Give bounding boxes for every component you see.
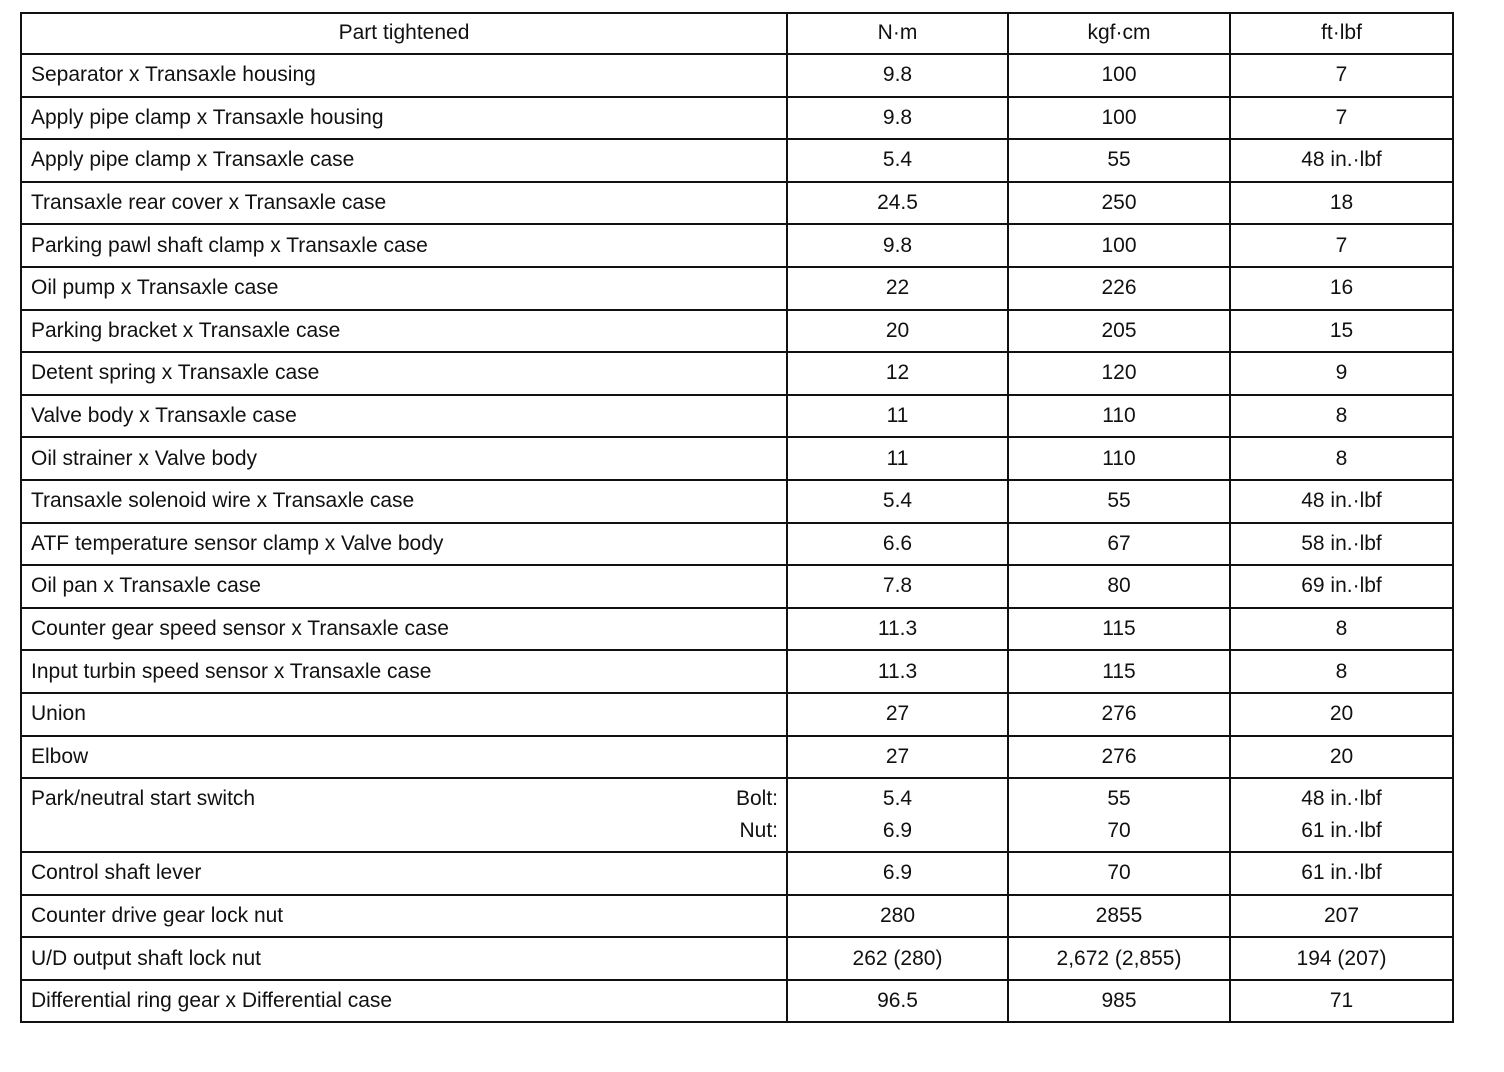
kgf-cell: 120 bbox=[1008, 352, 1230, 395]
table-row bbox=[21, 352, 1453, 395]
table-row bbox=[21, 182, 1453, 225]
table-row bbox=[21, 54, 1453, 97]
nm-cell: 11.3 bbox=[787, 608, 1008, 651]
nm-cell: 6.9 bbox=[787, 852, 1008, 895]
ft-cell: 7 bbox=[1230, 54, 1453, 97]
kgf-cell: 80 bbox=[1008, 565, 1230, 608]
bolt-nm-value: 5.4 bbox=[882, 786, 913, 810]
torque-specification-table bbox=[20, 12, 1454, 1023]
table-row bbox=[21, 310, 1453, 353]
nm-stack bbox=[788, 787, 1007, 843]
table-row bbox=[21, 895, 1453, 938]
nm-cell: 11 bbox=[787, 437, 1008, 480]
nm-cell: 12 bbox=[787, 352, 1008, 395]
ft-cell: 8 bbox=[1230, 650, 1453, 693]
ft-cell bbox=[1230, 778, 1453, 852]
ft-cell: 71 bbox=[1230, 980, 1453, 1023]
part-cell: Counter gear speed sensor x Transaxle case bbox=[21, 608, 787, 651]
nm-cell: 27 bbox=[787, 693, 1008, 736]
nut-ft-value: 61 in.·lbf bbox=[1301, 819, 1382, 843]
table-row bbox=[21, 523, 1453, 566]
part-cell: Detent spring x Transaxle case bbox=[21, 352, 787, 395]
nm-cell: 27 bbox=[787, 736, 1008, 779]
table-row bbox=[21, 937, 1453, 980]
kgf-cell: 110 bbox=[1008, 437, 1230, 480]
switch-part-label: Park/neutral start switch bbox=[31, 786, 256, 810]
part-cell: Parking pawl shaft clamp x Transaxle case bbox=[21, 224, 787, 267]
part-cell: U/D output shaft lock nut bbox=[21, 937, 787, 980]
part-split bbox=[31, 787, 786, 843]
kgf-cell: 226 bbox=[1008, 267, 1230, 310]
part-cell: Oil pump x Transaxle case bbox=[21, 267, 787, 310]
bolt-label: Bolt: bbox=[735, 786, 778, 810]
part-cell: ATF temperature sensor clamp x Valve body bbox=[21, 523, 787, 566]
ft-cell: 15 bbox=[1230, 310, 1453, 353]
nm-cell: 9.8 bbox=[787, 224, 1008, 267]
table-row bbox=[21, 224, 1453, 267]
kgf-cell: 115 bbox=[1008, 608, 1230, 651]
table-row bbox=[21, 852, 1453, 895]
ft-cell: 48 in.·lbf bbox=[1230, 139, 1453, 182]
nm-cell: 6.6 bbox=[787, 523, 1008, 566]
table-row bbox=[21, 97, 1453, 140]
ft-cell: 7 bbox=[1230, 97, 1453, 140]
part-cell bbox=[21, 778, 787, 852]
kgf-cell: 2,672 (2,855) bbox=[1008, 937, 1230, 980]
nm-cell: 7.8 bbox=[787, 565, 1008, 608]
ft-cell: 20 bbox=[1230, 693, 1453, 736]
table-row bbox=[21, 480, 1453, 523]
part-cell: Separator x Transaxle housing bbox=[21, 54, 787, 97]
header-row bbox=[21, 13, 1453, 54]
part-cell: Transaxle rear cover x Transaxle case bbox=[21, 182, 787, 225]
kgf-cell: 985 bbox=[1008, 980, 1230, 1023]
nm-cell: 22 bbox=[787, 267, 1008, 310]
kgf-cell: 276 bbox=[1008, 736, 1230, 779]
kgf-cell: 67 bbox=[1008, 523, 1230, 566]
kgf-cell: 100 bbox=[1008, 54, 1230, 97]
bolt-ft-value: 48 in.·lbf bbox=[1301, 786, 1382, 810]
nm-cell: 9.8 bbox=[787, 54, 1008, 97]
kgf-cell: 55 bbox=[1008, 480, 1230, 523]
table-row bbox=[21, 980, 1453, 1023]
part-cell: Valve body x Transaxle case bbox=[21, 395, 787, 438]
part-cell: Oil strainer x Valve body bbox=[21, 437, 787, 480]
nm-cell: 262 (280) bbox=[787, 937, 1008, 980]
part-cell: Control shaft lever bbox=[21, 852, 787, 895]
fastener-labels bbox=[736, 787, 778, 843]
ft-cell: 194 (207) bbox=[1230, 937, 1453, 980]
ft-cell: 20 bbox=[1230, 736, 1453, 779]
part-cell: Apply pipe clamp x Transaxle housing bbox=[21, 97, 787, 140]
ft-cell: 8 bbox=[1230, 608, 1453, 651]
kgf-cell: 55 bbox=[1008, 139, 1230, 182]
nm-cell: 96.5 bbox=[787, 980, 1008, 1023]
ft-cell: 61 in.·lbf bbox=[1230, 852, 1453, 895]
kgf-stack bbox=[1009, 787, 1229, 843]
part-cell: Apply pipe clamp x Transaxle case bbox=[21, 139, 787, 182]
nut-label: Nut: bbox=[739, 819, 778, 843]
part-cell: Union bbox=[21, 693, 787, 736]
nm-cell: 280 bbox=[787, 895, 1008, 938]
table-row bbox=[21, 650, 1453, 693]
table-row bbox=[21, 608, 1453, 651]
ft-stack bbox=[1231, 787, 1452, 843]
kgf-cell: 100 bbox=[1008, 224, 1230, 267]
ft-cell: 69 in.·lbf bbox=[1230, 565, 1453, 608]
table-row bbox=[21, 437, 1453, 480]
table-row bbox=[21, 139, 1453, 182]
bolt-kgf-value: 55 bbox=[1107, 786, 1131, 810]
table-row bbox=[21, 693, 1453, 736]
kgf-cell: 100 bbox=[1008, 97, 1230, 140]
nm-cell: 9.8 bbox=[787, 97, 1008, 140]
ft-cell: 207 bbox=[1230, 895, 1453, 938]
table-row bbox=[21, 395, 1453, 438]
part-cell: Transaxle solenoid wire x Transaxle case bbox=[21, 480, 787, 523]
part-cell: Differential ring gear x Differential case bbox=[21, 980, 787, 1023]
table-row bbox=[21, 736, 1453, 779]
part-cell: Elbow bbox=[21, 736, 787, 779]
part-cell: Parking bracket x Transaxle case bbox=[21, 310, 787, 353]
park-neutral-switch-row bbox=[21, 778, 1453, 852]
nut-kgf-value: 70 bbox=[1107, 819, 1131, 843]
table-row bbox=[21, 267, 1453, 310]
header-kgf-cm: kgf·cm bbox=[1008, 13, 1230, 54]
kgf-cell: 276 bbox=[1008, 693, 1230, 736]
header-newton-meter: N·m bbox=[787, 13, 1008, 54]
ft-cell: 16 bbox=[1230, 267, 1453, 310]
ft-cell: 18 bbox=[1230, 182, 1453, 225]
nm-cell: 24.5 bbox=[787, 182, 1008, 225]
header-part-tightened: Part tightened bbox=[21, 13, 787, 54]
nm-cell: 11.3 bbox=[787, 650, 1008, 693]
nm-cell bbox=[787, 778, 1008, 852]
ft-cell: 7 bbox=[1230, 224, 1453, 267]
kgf-cell: 205 bbox=[1008, 310, 1230, 353]
ft-cell: 48 in.·lbf bbox=[1230, 480, 1453, 523]
nm-cell: 20 bbox=[787, 310, 1008, 353]
part-cell: Counter drive gear lock nut bbox=[21, 895, 787, 938]
header-ft-lbf: ft·lbf bbox=[1230, 13, 1453, 54]
ft-cell: 8 bbox=[1230, 437, 1453, 480]
ft-cell: 58 in.·lbf bbox=[1230, 523, 1453, 566]
nm-cell: 5.4 bbox=[787, 139, 1008, 182]
part-cell: Input turbin speed sensor x Transaxle case bbox=[21, 650, 787, 693]
ft-cell: 8 bbox=[1230, 395, 1453, 438]
kgf-cell: 115 bbox=[1008, 650, 1230, 693]
kgf-cell: 70 bbox=[1008, 852, 1230, 895]
nm-cell: 11 bbox=[787, 395, 1008, 438]
part-cell: Oil pan x Transaxle case bbox=[21, 565, 787, 608]
kgf-cell bbox=[1008, 778, 1230, 852]
nm-cell: 5.4 bbox=[787, 480, 1008, 523]
ft-cell: 9 bbox=[1230, 352, 1453, 395]
kgf-cell: 110 bbox=[1008, 395, 1230, 438]
kgf-cell: 2855 bbox=[1008, 895, 1230, 938]
nut-nm-value: 6.9 bbox=[882, 819, 913, 843]
table-row bbox=[21, 565, 1453, 608]
kgf-cell: 250 bbox=[1008, 182, 1230, 225]
